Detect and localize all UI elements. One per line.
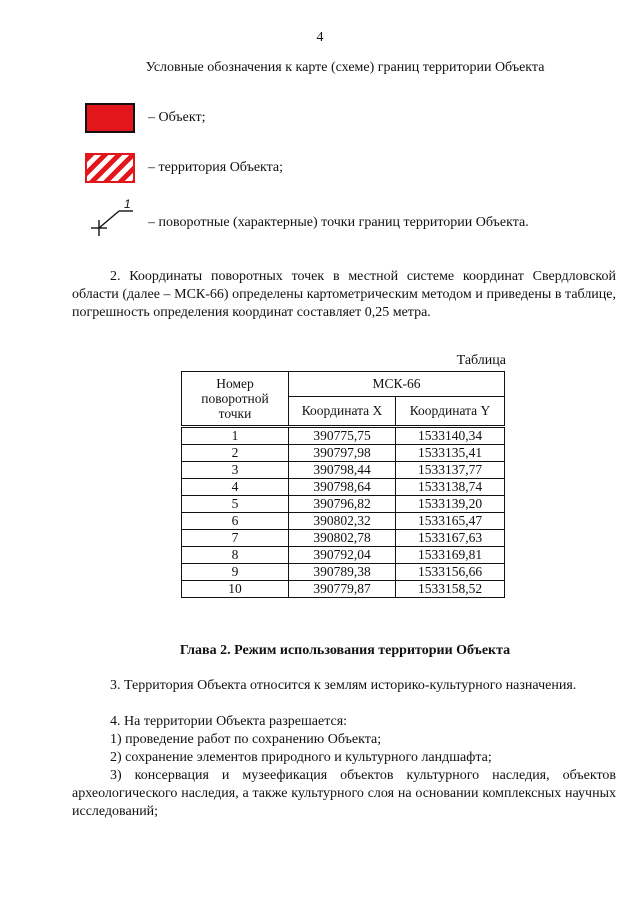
point-number-cell: 10 — [182, 581, 289, 598]
coordinate-y-cell: 1533165,47 — [396, 513, 505, 530]
coordinate-y-cell: 1533138,74 — [396, 479, 505, 496]
table-row — [182, 445, 505, 462]
table-row — [182, 496, 505, 513]
turning-point-marker-label: 1 — [124, 198, 131, 211]
legend-item-label: – Объект; — [148, 110, 206, 125]
point-number-cell: 1 — [182, 427, 289, 445]
coordinate-x-cell: 390779,87 — [289, 581, 396, 598]
paragraph-2: 2. Координаты поворотных точек в местной системе координат Свердловской области (далее – МСК-66) определены картометрическим методом и приведены в таблице, погрешность определения координат составляет 0,25 метра. — [72, 269, 616, 320]
point-number-cell: 8 — [182, 547, 289, 564]
coordinate-x-cell: 390802,78 — [289, 530, 396, 547]
legend-item-turning-points — [85, 198, 605, 232]
list-item-3: 3) консервация и музеефикация объектов культурного наследия, объектов археологического наследия, а также культурного слоя на основании комплексных научных исследований; — [72, 768, 616, 819]
red-hatched-rectangle-icon — [85, 153, 135, 183]
table-row — [182, 479, 505, 496]
coordinate-x-cell: 390789,38 — [289, 564, 396, 581]
legend-title: Условные обозначения к карте (схеме) границ территории Объекта — [145, 60, 545, 75]
header-coordinate-x: Координата X — [289, 397, 396, 427]
coordinate-x-cell: 390792,04 — [289, 547, 396, 564]
point-number-cell: 6 — [182, 513, 289, 530]
coordinate-x-cell: 390802,32 — [289, 513, 396, 530]
coordinate-x-cell: 390798,64 — [289, 479, 396, 496]
table-row — [182, 581, 505, 598]
table-row — [182, 547, 505, 564]
point-number-cell: 4 — [182, 479, 289, 496]
header-point-number: Номер поворотной точки — [182, 372, 289, 427]
table-row — [182, 513, 505, 530]
coordinate-y-cell: 1533169,81 — [396, 547, 505, 564]
chapter-heading: Глава 2. Режим использования территории Объекта — [179, 643, 511, 658]
table-row — [182, 462, 505, 479]
red-filled-rectangle-icon — [85, 103, 135, 133]
point-number-cell: 7 — [182, 530, 289, 547]
coordinates-table — [181, 371, 505, 598]
header-coordinate-system: МСК-66 — [289, 372, 505, 397]
coordinate-y-cell: 1533135,41 — [396, 445, 505, 462]
legend-item-label: – территория Объекта; — [148, 160, 284, 175]
coordinate-y-cell: 1533158,52 — [396, 581, 505, 598]
point-number-cell: 9 — [182, 564, 289, 581]
list-item-1: 1) проведение работ по сохранению Объекта; — [110, 732, 382, 747]
coordinate-x-cell: 390797,98 — [289, 445, 396, 462]
page-number: 4 — [316, 30, 324, 45]
paragraph-4: 4. На территории Объекта разрешается: — [110, 714, 348, 729]
table-row — [182, 530, 505, 547]
legend-item-label: – поворотные (характерные) точки границ территории Объекта. — [148, 215, 529, 230]
point-number-cell: 5 — [182, 496, 289, 513]
point-number-cell: 2 — [182, 445, 289, 462]
table-row — [182, 427, 505, 445]
coordinate-y-cell: 1533140,34 — [396, 427, 505, 445]
coordinate-x-cell: 390796,82 — [289, 496, 396, 513]
coordinate-y-cell: 1533156,66 — [396, 564, 505, 581]
list-item-2: 2) сохранение элементов природного и культурного ландшафта; — [110, 750, 492, 765]
header-coordinate-y: Координата Y — [396, 397, 505, 427]
coordinate-y-cell: 1533167,63 — [396, 530, 505, 547]
coordinate-y-cell: 1533137,77 — [396, 462, 505, 479]
point-number-cell: 3 — [182, 462, 289, 479]
coordinate-x-cell: 390775,75 — [289, 427, 396, 445]
coordinate-y-cell: 1533139,20 — [396, 496, 505, 513]
table-caption: Таблица — [456, 353, 506, 368]
paragraph-3: 3. Территория Объекта относится к землям историко-культурного назначения. — [110, 678, 577, 693]
table-row — [182, 564, 505, 581]
coordinate-x-cell: 390798,44 — [289, 462, 396, 479]
turning-point-icon — [85, 198, 135, 238]
